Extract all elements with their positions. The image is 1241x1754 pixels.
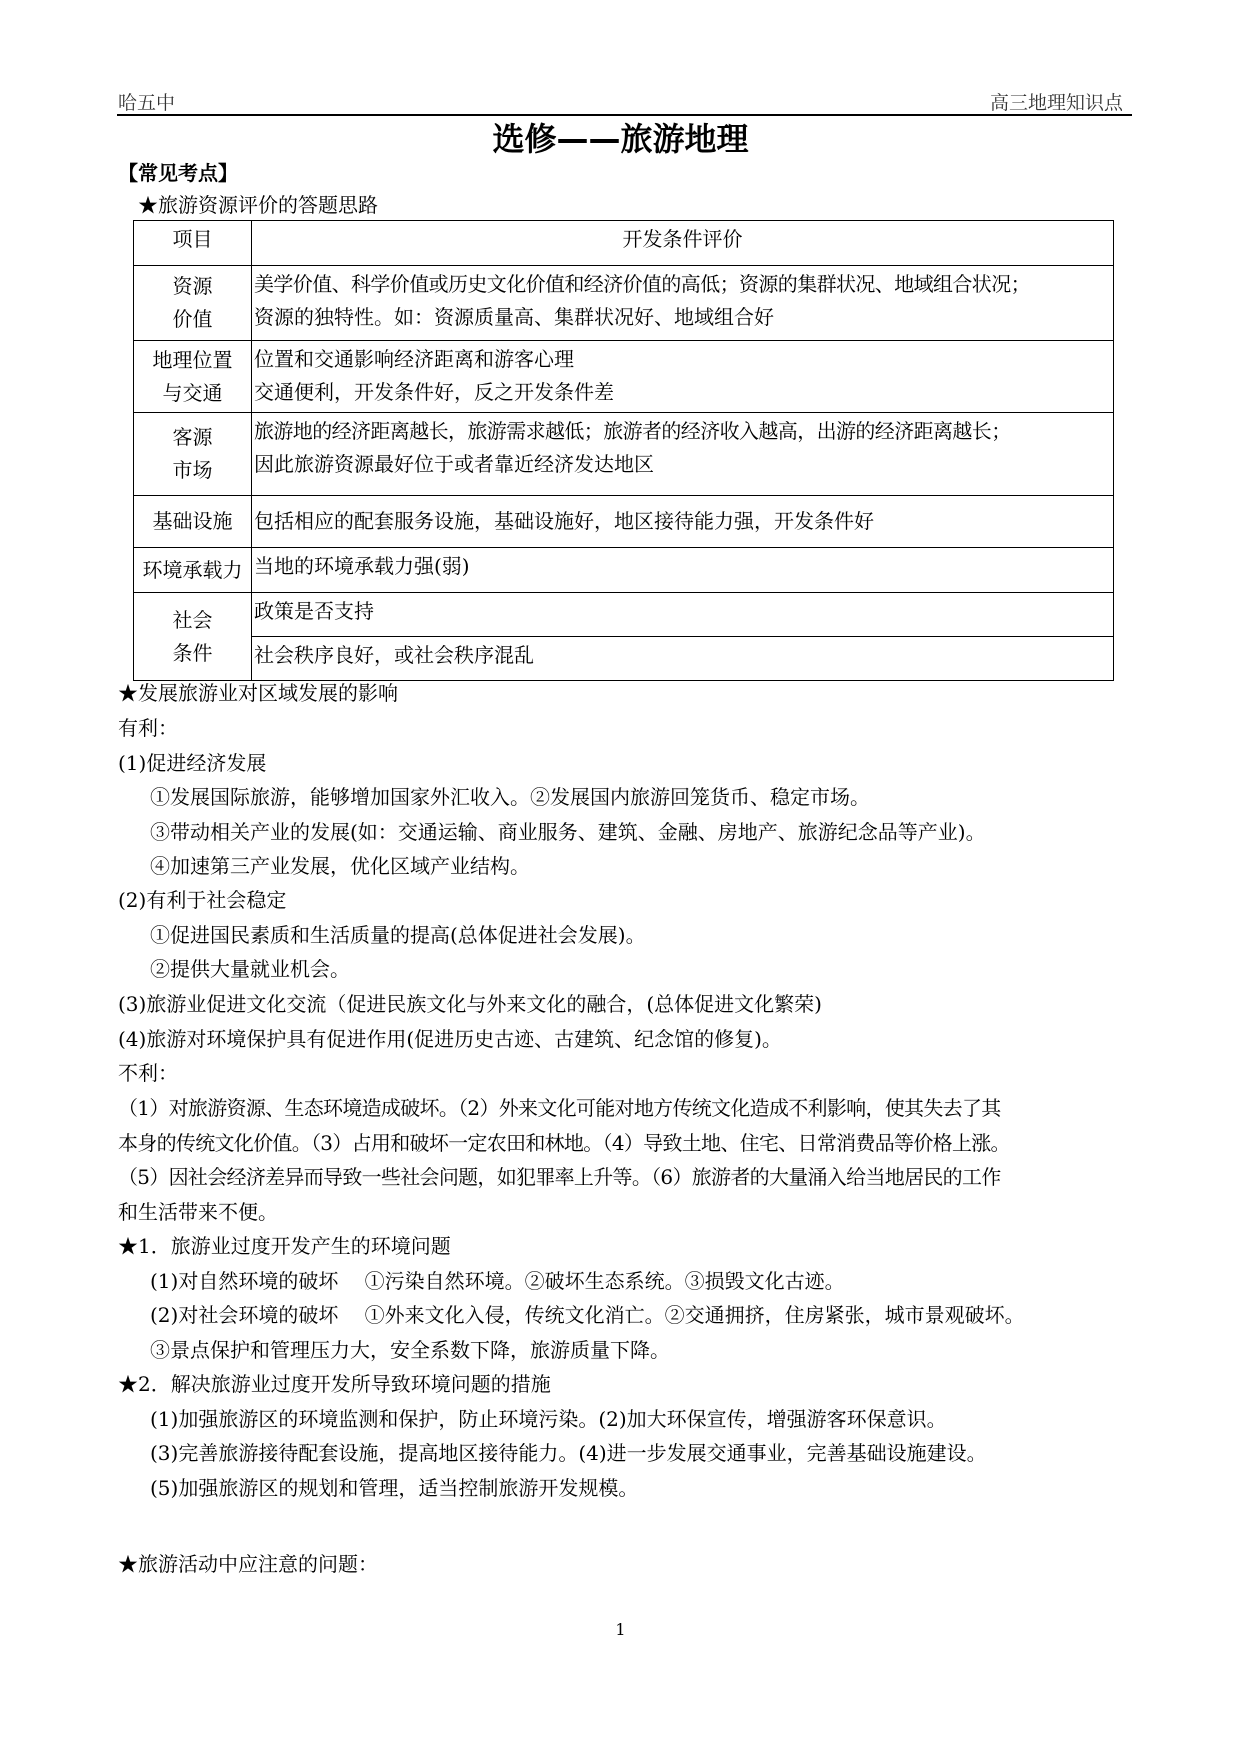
item-cell — [134, 266, 252, 341]
heading-line: ★旅游活动中应注意的问题： — [118, 1552, 378, 1576]
table-row — [134, 548, 1114, 593]
heading-line: ★发展旅游业对区域发展的影响 — [118, 681, 398, 705]
eval-line: 因此旅游资源最好位于或者靠近经济发达地区 — [254, 452, 654, 476]
heading-line: ★2．解决旅游业过度开发所导致环境问题的措施 — [118, 1372, 551, 1396]
table-row — [134, 593, 1114, 637]
eval-cell — [252, 593, 1114, 637]
eval-cell — [252, 341, 1114, 413]
text-line: 不利： — [118, 1061, 178, 1085]
item-cell — [134, 593, 252, 681]
table-row — [134, 413, 1114, 496]
item-label: 客源市场 — [172, 425, 213, 482]
evaluation-table — [133, 220, 1114, 681]
header-subject: 高三地理知识点 — [989, 92, 1123, 114]
text-line: (1)促进经济发展 — [118, 751, 267, 775]
table-row — [134, 266, 1114, 341]
eval-cell — [252, 496, 1114, 548]
header-cell: 项目 — [134, 221, 252, 266]
text-line: 本身的传统文化价值。（3）占用和破坏一定农田和林地。（4）导致土地、住宅、日常消费品等价格上涨。 — [118, 1131, 1010, 1155]
item-cell: 环境承载力 — [134, 548, 252, 593]
text-line: ①促进国民素质和生活质量的提高(总体促进社会发展)。 — [150, 923, 646, 947]
text-line: （5）因社会经济差异而导致一些社会问题，如犯罪率上升等。（6）旅游者的大量涌入给当地居民的工作 — [118, 1165, 1001, 1189]
eval-line: 旅游地的经济距离越长，旅游需求越低；旅游者的经济收入越高，出游的经济距离越长； — [254, 419, 1011, 443]
eval-cell — [252, 637, 1114, 681]
text-line: (4)旅游对环境保护具有促进作用(促进历史古迹、古建筑、纪念馆的修复)。 — [118, 1027, 782, 1051]
text-line: ③景点保护和管理压力大，安全系数下降，旅游质量下降。 — [150, 1338, 670, 1362]
item-cell — [134, 341, 252, 413]
text-line: (1)对自然环境的破坏 ①污染自然环境。②破坏生态系统。③损毁文化古迹。 — [150, 1269, 845, 1293]
page-title: 选修——旅游地理 — [492, 120, 749, 158]
item-label: 地理位置与交通 — [152, 347, 233, 405]
eval-cell — [252, 266, 1114, 341]
table-header-row — [134, 221, 1114, 266]
text-line: （1）对旅游资源、生态环境造成破坏。（2）外来文化可能对地方传统文化造成不利影响，使其失去了其 — [118, 1096, 1001, 1120]
header-school: 哈五中 — [118, 92, 176, 114]
table-row — [134, 496, 1114, 548]
text-line: 有利： — [118, 716, 178, 740]
eval-line: 位置和交通影响经济距离和游客心理 — [254, 347, 574, 371]
page-number: 1 — [615, 1620, 626, 1639]
text-line: ①发展国际旅游，能够增加国家外汇收入。②发展国内旅游回笼货币、稳定市场。 — [150, 785, 870, 809]
eval-line: 包括相应的配套服务设施，基础设施好，地区接待能力强，开发条件好 — [254, 509, 874, 533]
section-heading: 【常见考点】 — [118, 161, 238, 185]
table-heading: ★旅游资源评价的答题思路 — [138, 193, 378, 217]
table-row — [134, 341, 1114, 413]
eval-cell — [252, 413, 1114, 496]
heading-line: ★1．旅游业过度开发产生的环境问题 — [118, 1234, 451, 1258]
text-line: ②提供大量就业机会。 — [150, 957, 350, 981]
text-line: (3)旅游业促进文化交流（促进民族文化与外来文化的融合，(总体促进文化繁荣) — [118, 992, 822, 1016]
text-line: ③带动相关产业的发展(如：交通运输、商业服务、建筑、金融、房地产、旅游纪念品等产业)。 — [150, 820, 986, 844]
eval-line: 政策是否支持 — [254, 599, 374, 623]
text-line: (5)加强旅游区的规划和管理，适当控制旅游开发规模。 — [150, 1476, 639, 1500]
text-line: (2)有利于社会稳定 — [118, 888, 287, 912]
eval-line: 美学价值、科学价值或历史文化价值和经济价值的高低；资源的集群状况、地域组合状况； — [254, 272, 1030, 296]
eval-line: 当地的环境承载力强(弱) — [254, 554, 470, 578]
eval-line: 交通便利，开发条件好，反之开发条件差 — [254, 380, 614, 404]
eval-line: 社会秩序良好，或社会秩序混乱 — [254, 643, 534, 667]
eval-line: 资源的独特性。如：资源质量高、集群状况好、地域组合好 — [254, 305, 774, 329]
text-line: ④加速第三产业发展，优化区域产业结构。 — [150, 854, 530, 878]
item-label: 社会条件 — [172, 607, 213, 665]
text-line: (3)完善旅游接待配套设施，提高地区接待能力。(4)进一步发展交通事业，完善基础设施建设。 — [150, 1441, 987, 1465]
item-cell: 基础设施 — [134, 496, 252, 548]
text-line: 和生活带来不便。 — [118, 1200, 278, 1224]
text-line: (2)对社会环境的破坏 ①外来文化入侵，传统文化消亡。②交通拥挤，住房紧张，城市景观破坏。 — [150, 1303, 1025, 1327]
text-line: (1)加强旅游区的环境监测和保护，防止环境污染。(2)加大环保宣传，增强游客环保意识。 — [150, 1407, 947, 1431]
header-cell: 开发条件评价 — [252, 221, 1114, 266]
item-label: 资源价值 — [172, 274, 213, 331]
item-cell — [134, 413, 252, 496]
table-row — [134, 637, 1114, 681]
eval-cell — [252, 548, 1114, 593]
